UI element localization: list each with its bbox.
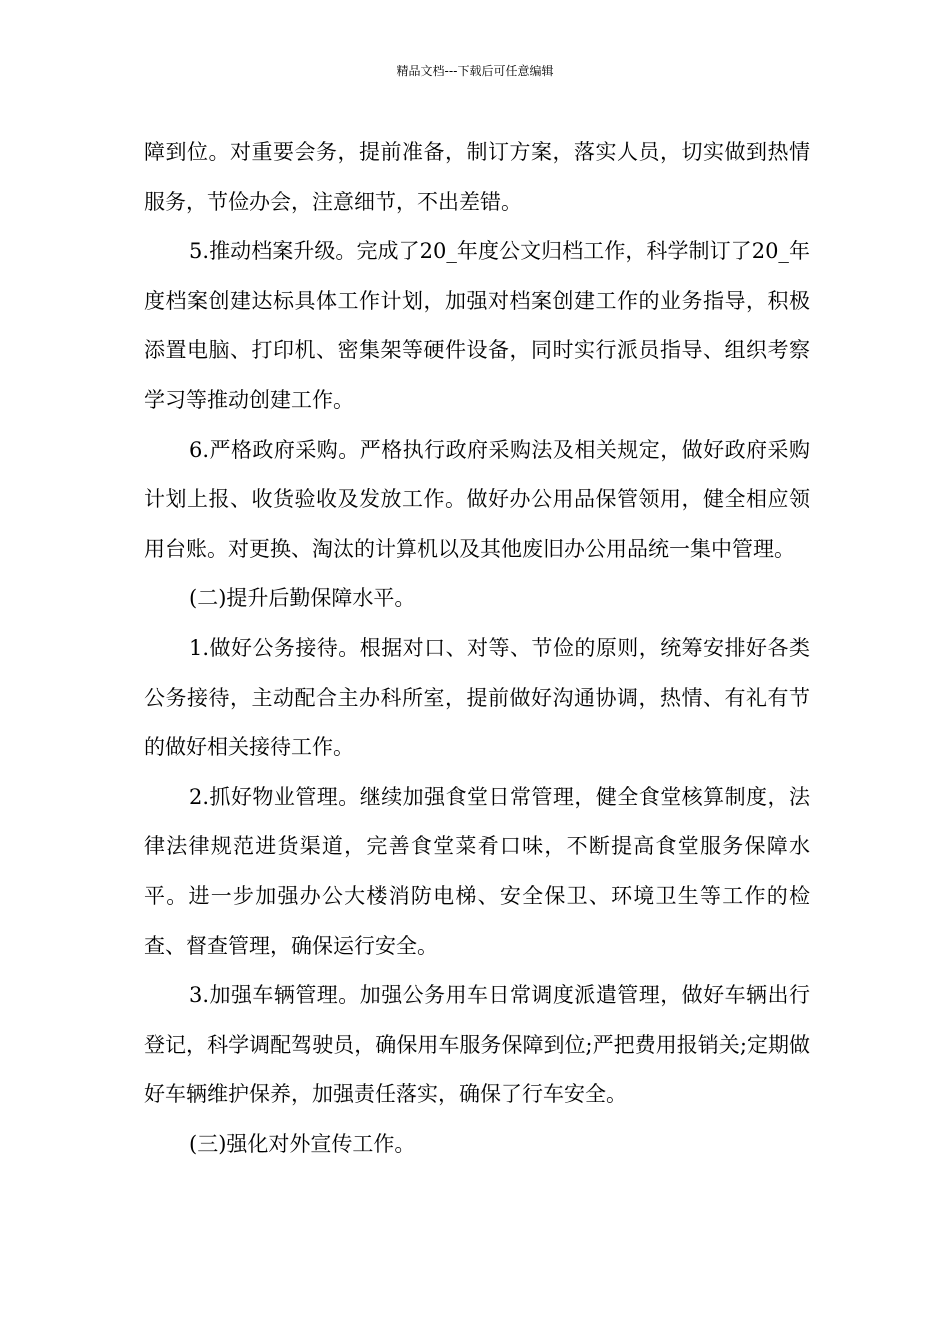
paragraph-official-reception: 1.做好公务接待。根据对口、对等、节俭的原则，统筹安排好各类公务接待，主动配合主办科所室，提前做好沟通协调，热情、有礼有节的做好相关接待工作。 (144, 635, 810, 760)
paragraph-government-procurement: 6.严格政府采购。严格执行政府采购法及相关规定，做好政府采购计划上报、收货验收及发放工作。做好办公用品保管领用，健全相应领用台账。对更换、淘汰的计算机以及其他废旧办公用品统一集中管理。 (144, 437, 810, 561)
paragraph-vehicle-management: 3.加强车辆管理。加强公务用车日常调度派遣管理，做好车辆出行登记，科学调配驾驶员，确保用车服务保障到位;严把费用报销关;定期做好车辆维护保养，加强责任落实，确保了行车安全。 (144, 983, 810, 1107)
paragraph-property-management: 2.抓好物业管理。继续加强食堂日常管理，健全食堂核算制度，法律法律规范进货渠道，完善食堂菜肴口味，不断提高食堂服务保障水平。进一步加强办公大楼消防电梯、安全保卫、环境卫生等工作的检查、督查管理，确保运行安全。 (144, 784, 810, 958)
paragraph-continuation: 障到位。对重要会务，提前准备，制订方案，落实人员，切实做到热情服务，节俭办会，注意细节，不出差错。 (144, 140, 810, 214)
document-body (144, 128, 810, 1169)
section-heading-publicity: (三)强化对外宣传工作。 (189, 1131, 416, 1156)
paragraph-archive-upgrade: 5.推动档案升级。完成了20_年度公文归档工作，科学制订了20_年度档案创建达标具体工作计划，加强对档案创建工作的业务指导，积极添置电脑、打印机、密集架等硬件设备，同时实行派员指导、组织考察学习等推动创建工作。 (144, 239, 810, 412)
page-header: 精品文档---下载后可任意编辑 (396, 64, 554, 78)
section-heading-logistics: (二)提升后勤保障水平。 (189, 586, 416, 611)
